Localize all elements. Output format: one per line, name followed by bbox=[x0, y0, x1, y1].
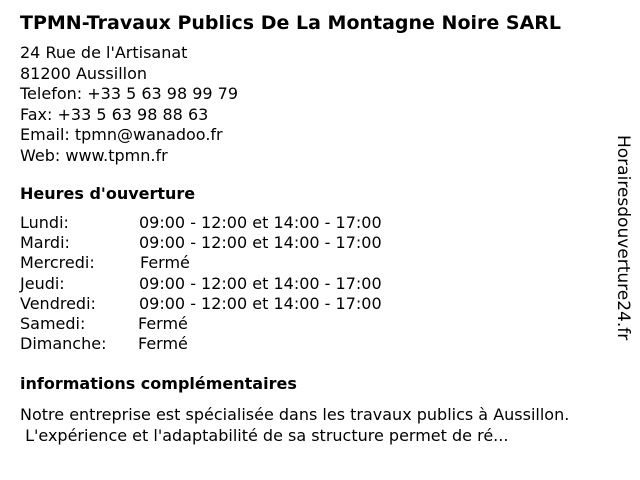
address-city: 81200 Aussillon bbox=[20, 63, 148, 83]
day-hours: 09:00 - 12:00 et 14:00 - 17:00 bbox=[139, 233, 382, 253]
info-heading: informations complémentaires bbox=[20, 374, 297, 393]
site-watermark: Horairesdouverture24.fr bbox=[613, 135, 633, 341]
day-label: Jeudi: bbox=[20, 273, 65, 293]
web-line: Web: www.tpmn.fr bbox=[20, 145, 168, 165]
day-hours: 09:00 - 12:00 et 14:00 - 17:00 bbox=[139, 293, 382, 313]
day-label: Samedi: bbox=[20, 313, 86, 333]
day-label: Vendredi: bbox=[20, 293, 96, 313]
day-hours: 09:00 - 12:00 et 14:00 - 17:00 bbox=[139, 273, 382, 293]
info-line-1: Notre entreprise est spécialisée dans les travaux publics à Aussillon. bbox=[20, 405, 570, 424]
day-label: Mardi: bbox=[20, 233, 70, 253]
day-hours: 09:00 - 12:00 et 14:00 - 17:00 bbox=[139, 213, 382, 232]
day-label: Lundi: bbox=[20, 213, 69, 232]
day-hours: Fermé bbox=[140, 253, 190, 273]
day-hours: Fermé bbox=[138, 313, 188, 333]
address-street: 24 Rue de l'Artisanat bbox=[20, 43, 188, 62]
contact-block bbox=[20, 43, 238, 166]
business-name: TPMN-Travaux Publics De La Montagne Noire SARL bbox=[20, 12, 562, 34]
fax-line: Fax: +33 5 63 98 88 63 bbox=[20, 104, 209, 124]
info-description bbox=[20, 404, 569, 446]
day-label: Dimanche: bbox=[20, 334, 107, 354]
info-line-2: L'expérience et l'adaptabilité de sa structure permet de ré... bbox=[20, 426, 509, 445]
day-label: Mercredi: bbox=[20, 253, 95, 273]
phone-line: Telefon: +33 5 63 98 99 79 bbox=[20, 84, 239, 103]
email-line: Email: tpmn@wanadoo.fr bbox=[20, 125, 223, 144]
hours-heading: Heures d'ouverture bbox=[20, 184, 196, 203]
day-hours: Fermé bbox=[138, 334, 188, 354]
